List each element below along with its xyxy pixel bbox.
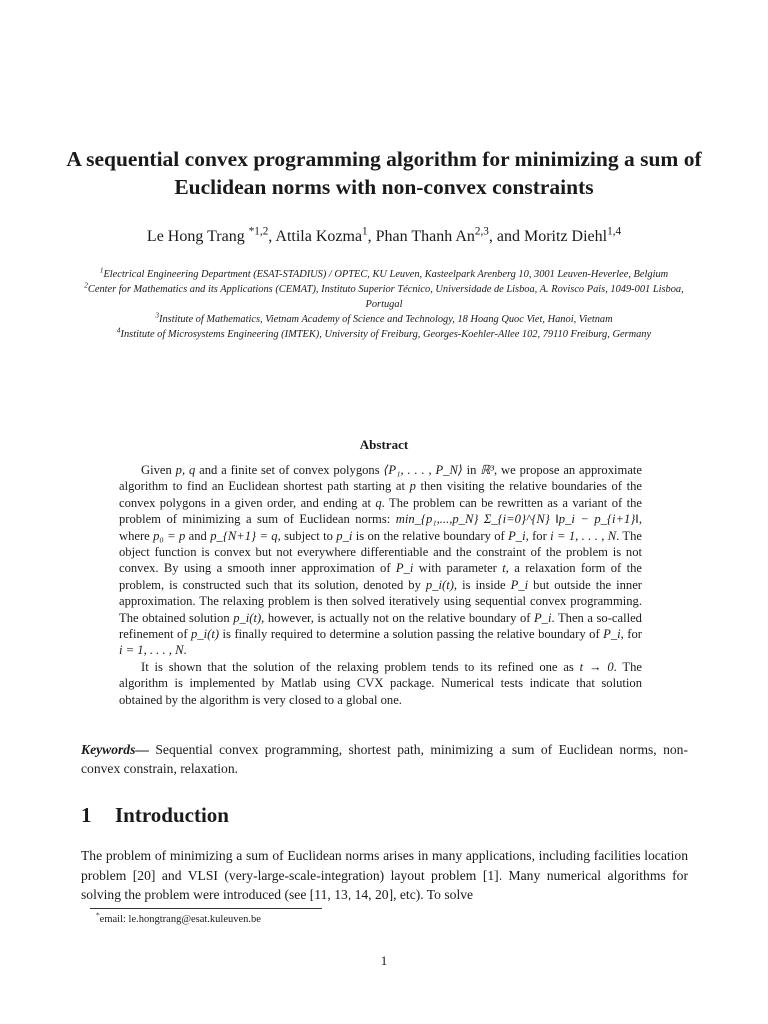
- author-affil-ref: 1,4: [607, 225, 622, 238]
- affiliation: $^2$Center for Mathematics and its Applications (CEMAT), Instituto Superior Técnico, Universidade de Lisboa, A. Rovisco Pais, 1049-001 Lisboa, Portugal: [84, 281, 684, 310]
- author-affil-ref: 2,3: [474, 225, 489, 238]
- section-heading: [81, 803, 229, 828]
- citation-link[interactable]: 13: [334, 887, 348, 902]
- abstract-paragraph: Given p, q and a finite set of convex polygons ⟨P₁, . . . , P_N⟩ in ℝ³, we propose an approximate algorithm to find an Euclidean shortest path starting at p then visiting the relative boundaries of the convex polygons in a given order, and ending at q. The problem can be rewritten as a variant of the problem of minimizing a sum of Euclidean norms: min_{p₁,...,p_N} Σ_{i=0}^{N} ‖p_i − p_{i+1}‖, where p₀ = p and p_{N+1} = q, subject to p_i is on the relative boundary of P_i, for i = 1, . . . , N. The object function is convex but not everywhere differentiable and the constraint of the problem is not convex. By using a smooth inner approximation of P_i with parameter t, a relaxation form of the problem, is constructed such that its solution, denoted by p_i(t), is inside P_i but outside the inner approximation. The relaxing problem is then solved iteratively using sequential convex programming. The obtained solution p_i(t), however, is actually not on the relative boundary of P_i. Then a so-called refinement of p_i(t) is finally required to determine a solution passing the relative boundary of P_i, for i = 1, . . . , N.: [119, 463, 643, 658]
- citation-link[interactable]: 11: [314, 887, 328, 902]
- author-affil-ref: 1: [362, 225, 368, 238]
- author-affil-ref: *1,2: [248, 225, 269, 238]
- footnote: *email: le.hongtrang@esat.kuleuven.be: [96, 910, 261, 925]
- page-number: 1: [380, 953, 388, 968]
- author-list: [40, 226, 728, 248]
- abstract-paragraph: It is shown that the solution of the relaxing problem tends to its refined one as t → 0. The algorithm is implemented by Matlab using CVX package. Numerical tests indicate that solution obtained by the algorithm is very closed to a global one.: [119, 659, 642, 707]
- author-name: Le Hong Trang: [146, 228, 249, 245]
- footnote-rule: [90, 908, 322, 909]
- author-name: , Phan Thanh An: [367, 228, 475, 245]
- keywords-label: Keywords—: [81, 742, 149, 757]
- affiliations: [70, 267, 698, 342]
- abstract-heading: Abstract: [359, 437, 409, 452]
- section-number: 1: [81, 803, 92, 827]
- section-title: Introduction: [115, 803, 229, 827]
- citation-link[interactable]: [1]: [482, 867, 499, 883]
- author-name: , Attila Kozma: [268, 228, 363, 245]
- paper-title: A sequential convex programming algorithm for minimizing a sum of Euclidean norms with non-convex constraints: [66, 147, 702, 199]
- keywords-text: Sequential convex programming, shortest path, minimizing a sum of Euclidean norms, non-convex constrain, relaxation.: [81, 742, 688, 776]
- affiliation: $^4$Institute of Microsystems Engineering (IMTEK), University of Freiburg, Georges-Koehler-Allee 102, 79110 Freiburg, Germany: [116, 326, 652, 340]
- affiliation: $^3$Institute of Mathematics, Vietnam Academy of Science and Technology, 18 Hoang Quoc Viet, Hanoi, Vietnam: [155, 311, 613, 325]
- keywords: [81, 740, 688, 778]
- citation-link[interactable]: 14: [354, 887, 369, 902]
- affiliation: $^1$Electrical Engineering Department (ESAT-STADIUS) / OPTEC, KU Leuven, Kasteelpark Arenberg 10, 3001 Leuven-Heverlee, Belgium: [99, 266, 669, 280]
- intro-paragraph: The problem of minimizing a sum of Euclidean norms arises in many applications, including facilities location problem [20] and VLSI (very-large-scale-integration) layout problem [1]. Many numerical algorithms for solving the problem were introduced (see [11, 13, 14, 20], etc). To solve: [81, 848, 688, 902]
- citation-link[interactable]: [20]: [132, 867, 156, 883]
- abstract-body: [119, 462, 642, 708]
- citation-link[interactable]: 20: [374, 887, 389, 902]
- author-name: , and Moritz Diehl: [488, 228, 608, 245]
